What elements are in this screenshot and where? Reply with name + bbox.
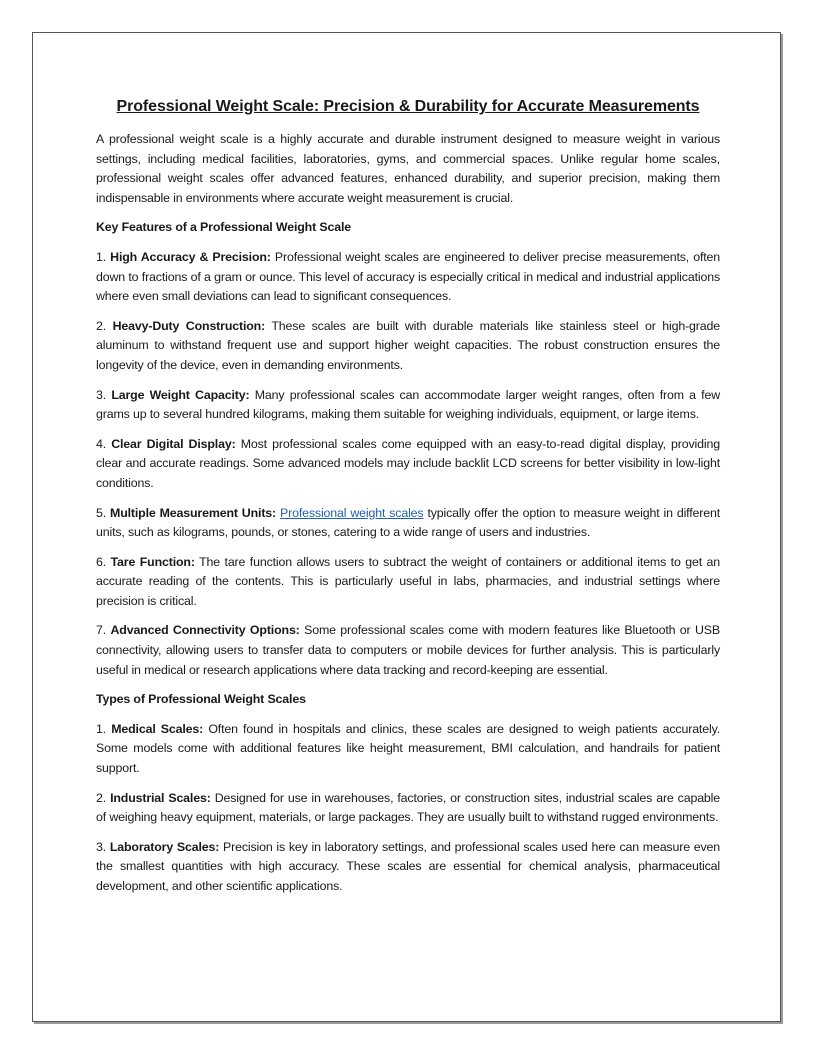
type-item: 2. Industrial Scales: Designed for use in warehouses, factories, or construction sites, industrial scales are capable of weighing heavy equipment, materials, or large packages. They are usually built to withstand rugged environments. xyxy=(96,790,721,825)
feature-item: 6. Tare Function: The tare function allows users to subtract the weight of containers or additional items to get an accurate reading of the contents. This is particularly useful in labs, pharmacies, and industrial settings where precision is critical. xyxy=(96,554,720,608)
intro-paragraph: A professional weight scale is a highly accurate and durable instrument designed to measure weight in various settings, including medical facilities, laboratories, gyms, and commercial spaces. Unlike regular home scales, professional weight scales offer advanced features, enhanced durability, and superior precision, making them indispensable in environments where accurate weight measurement is crucial. xyxy=(96,132,720,205)
type-item: 1. Medical Scales: Often found in hospitals and clinics, these scales are designed to weigh patients accurately. Some models come with additional features like height measurement, BMI calculation, and handrails for patient support. xyxy=(96,721,720,776)
document-body xyxy=(96,96,720,907)
feature-item: 1. High Accuracy & Precision: Professional weight scales are engineered to deliver precise measurements, often down to fractions of a gram or ounce. This level of accuracy is especially critical in medical and industrial applications where even small deviations can lead to significant consequences. xyxy=(96,249,721,304)
professional-weight-scales-link[interactable]: Professional weight scales xyxy=(280,505,424,520)
type-item: 3. Laboratory Scales: Precision is key in laboratory settings, and professional scales used here can measure even the smallest quantities with high accuracy. These scales are essential for chemical analysis, pharmaceutical development, and other scientific applications. xyxy=(96,839,720,893)
document-title: Professional Weight Scale: Precision & Durability for Accurate Measurements xyxy=(116,98,700,115)
feature-item: 4. Clear Digital Display: Most professional scales come equipped with an easy-to-read digital display, providing clear and accurate readings. Some advanced models may include backlit LCD screens for better visibility in low-light conditions. xyxy=(96,436,720,490)
features-heading: Key Features of a Professional Weight Scale xyxy=(96,220,351,235)
feature-item: 5. Multiple Measurement Units: Professional weight scales typically offer the option to measure weight in different units, such as kilograms, pounds, or stones, catering to a wide range of users and industries. xyxy=(96,505,721,540)
feature-item: 7. Advanced Connectivity Options: Some professional scales come with modern features like Bluetooth or USB connectivity, allowing users to transfer data to computers or mobile devices for further analysis. This is particularly useful in medical or research applications where data tracking and record-keeping are essential. xyxy=(96,623,720,677)
feature-item: 2. Heavy-Duty Construction: These scales are built with durable materials like stainless steel or high-grade aluminum to withstand frequent use and support higher weight capacities. The robust construction ensures the longevity of the device, even in demanding environments. xyxy=(96,318,720,372)
types-heading: Types of Professional Weight Scales xyxy=(96,692,306,707)
feature-item: 3. Large Weight Capacity: Many professional scales can accommodate larger weight ranges, often from a few grams up to several hundred kilograms, making them suitable for weighing individuals, equipment, or large items. xyxy=(96,387,721,422)
